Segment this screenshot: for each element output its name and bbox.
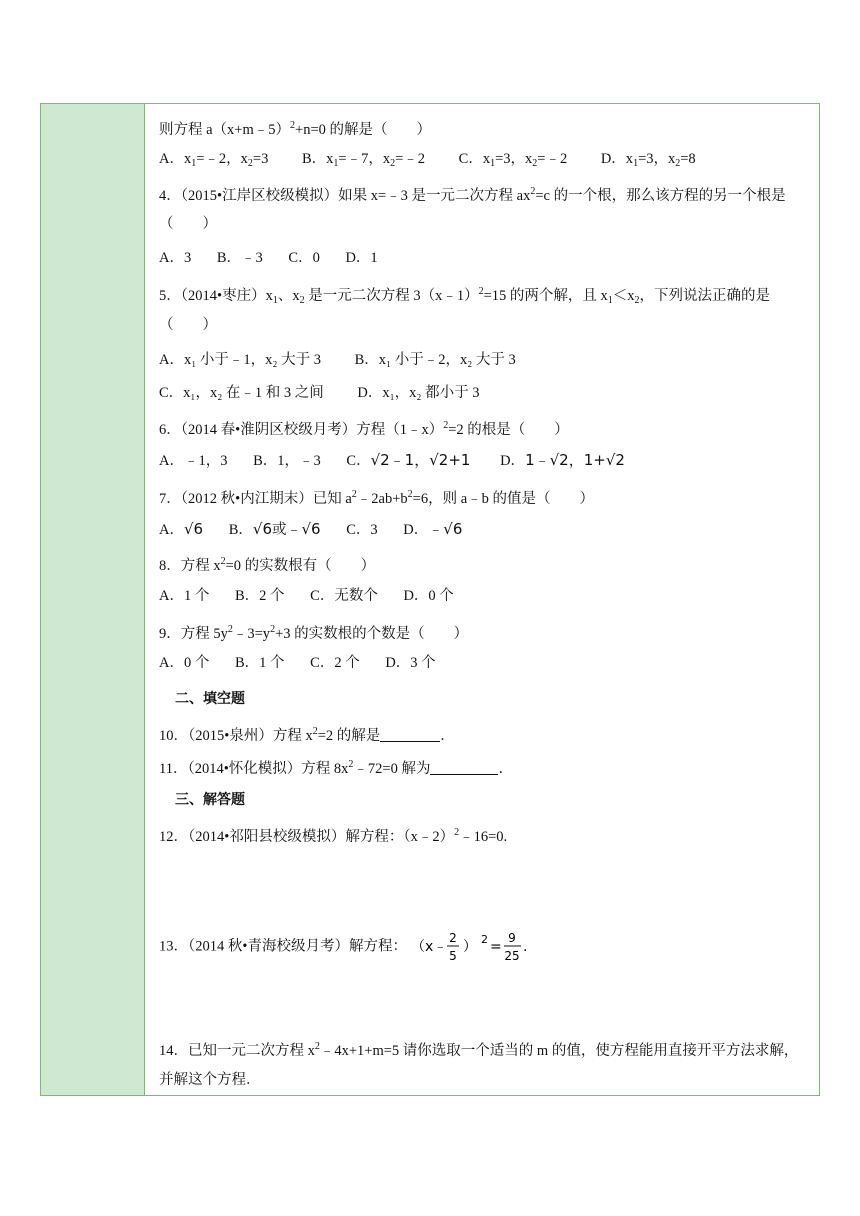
q6-option-a: A．﹣1，3: [159, 453, 228, 469]
q6-option-c: C．√2﹣1，√2+1: [346, 451, 471, 469]
q11-answer-blank[interactable]: [430, 760, 498, 775]
q9-option-a: A．0 个: [159, 655, 210, 671]
q3-options: [159, 149, 696, 174]
q4-options: [159, 248, 378, 268]
q5-option-d: D．x₁，x₂ 都小于 3: [357, 385, 480, 401]
q7-option-c: C．3: [346, 522, 378, 538]
question-content: [145, 104, 819, 1095]
q6-option-b: B．1，﹣3: [253, 453, 321, 469]
q10-stem: 10．（2015•泉州）方程 $x^2=2$ 的解是 ．: [159, 726, 455, 744]
q3-option-b: B．$x_1=﹣7$，$x_2=﹣2$: [301, 151, 426, 169]
q8-option-d: D．0 个: [403, 588, 454, 604]
svg-text:）: ）: [462, 938, 477, 955]
q13-fraction2-denominator: 25: [503, 948, 520, 963]
svg-text:.: .: [522, 938, 528, 955]
q4-option-d: D．1: [345, 250, 378, 266]
q7-stem: 7．（2012 秋•内江期末）已知 $a^2﹣2ab+b^2=6$，则 a﹣b 的值是（ ）: [159, 489, 595, 507]
section-fill-in-heading: 二、填空题: [175, 690, 245, 706]
left-margin-column: [41, 104, 145, 1095]
q8-options: [159, 586, 454, 606]
q4-stem-line2: （ ）: [159, 216, 217, 232]
q8-option-a: A．1 个: [159, 588, 210, 604]
q4-option-b: B．﹣3: [216, 250, 263, 266]
q13-fraction2-numerator: 9: [507, 930, 516, 945]
q8-option-b: B．2 个: [234, 588, 285, 604]
q4-option-a: A．3: [159, 250, 192, 266]
q13-fraction1-numerator: 2: [448, 930, 457, 945]
q5-options-row1: [159, 350, 516, 370]
q3-option-d: D．$x_1=3$，$x_2=8$: [600, 151, 696, 169]
q6-stem: 6．（2014 春•淮阴区校级月考）方程（1﹣x）$^2$=2 的根是（ ）: [159, 420, 569, 438]
q5-option-b: B．x₁ 小于﹣2，x₂ 大于 3: [354, 352, 516, 368]
q5-options-row2: [159, 383, 480, 403]
q9-option-b: B．1 个: [234, 655, 285, 671]
q5-option-a: A．x₁ 小于﹣1，x₂ 大于 3: [159, 352, 321, 368]
q9-stem: 9．方程 $5y^2﹣3=y^2+3$ 的实数根的个数是（ ）: [159, 624, 469, 642]
svg-text:=: =: [489, 938, 502, 955]
q7-options: [159, 519, 462, 540]
q9-option-c: C．2 个: [310, 655, 360, 671]
q13-equation: [411, 927, 546, 967]
q4-option-c: C．0: [288, 250, 320, 266]
question-table: [40, 103, 820, 1096]
q7-option-b: B．√6或﹣√6: [228, 520, 321, 538]
q9-options: [159, 653, 436, 673]
svg-text:（x﹣: （x﹣: [410, 938, 447, 955]
q8-option-c: C．无数个: [310, 588, 378, 604]
q6-option-d: D．1﹣√2，1+√2: [500, 451, 625, 469]
q7-option-d: D．﹣√6: [403, 520, 463, 538]
q13-exponent: 2: [480, 932, 488, 946]
q9-option-d: D．3 个: [385, 655, 436, 671]
q14-stem: 14．已知一元二次方程 $x^2﹣4x+1+m=5$ 请你选取一个适当的 m 的值，使方程能用直接开平方法求解，: [159, 1041, 799, 1059]
q4-stem: 4．（2015•江岸区校级模拟）如果 x=﹣3 是一元二次方程 $ax^2=c$ 的一个根，那么该方程的另一个根是: [159, 186, 786, 204]
q3-stem: 则方程 a（x+m﹣5）$^2$+n=0 的解是（ ）: [159, 120, 432, 138]
q7-option-a: A．√6: [159, 520, 204, 538]
q12-stem: 12．（2014•祁阳县校级模拟）解方程：（x﹣2）$^2$﹣16=0.: [159, 827, 508, 845]
q5-stem: 5．（2014•枣庄）$x_1$、$x_2$ 是一元二次方程 3（x﹣1）$^2$=15 的两个解，且 $x_1<x_2$，下列说法正确的是: [159, 286, 771, 306]
section-solve-heading: 三、解答题: [175, 791, 245, 807]
q10-answer-blank[interactable]: [380, 727, 440, 742]
q13-fraction1-denominator: 5: [448, 948, 457, 963]
q3-option-a: A．$x_1=﹣2$，$x_2=3$: [159, 151, 269, 169]
q5-stem-line2: （ ）: [159, 317, 217, 333]
q8-stem: 8．方程 $x^2=0$ 的实数根有（ ）: [159, 556, 376, 574]
q6-options: [159, 450, 625, 471]
q13-stem: 13．（2014 秋•青海校级月考）解方程： （x﹣ 2 5 ） 2 = 9 25 .: [159, 926, 546, 966]
q3-option-c: C．$x_1=3$，$x_2=﹣2$: [458, 151, 568, 169]
q11-stem: 11．（2014•怀化模拟）方程 $8x^2﹣72=0$ 解为 ．: [159, 759, 513, 777]
q14-stem-line2: 并解这个方程．: [159, 1072, 261, 1088]
q5-option-c: C．x₁，x₂ 在﹣1 和 3 之间: [159, 385, 324, 401]
